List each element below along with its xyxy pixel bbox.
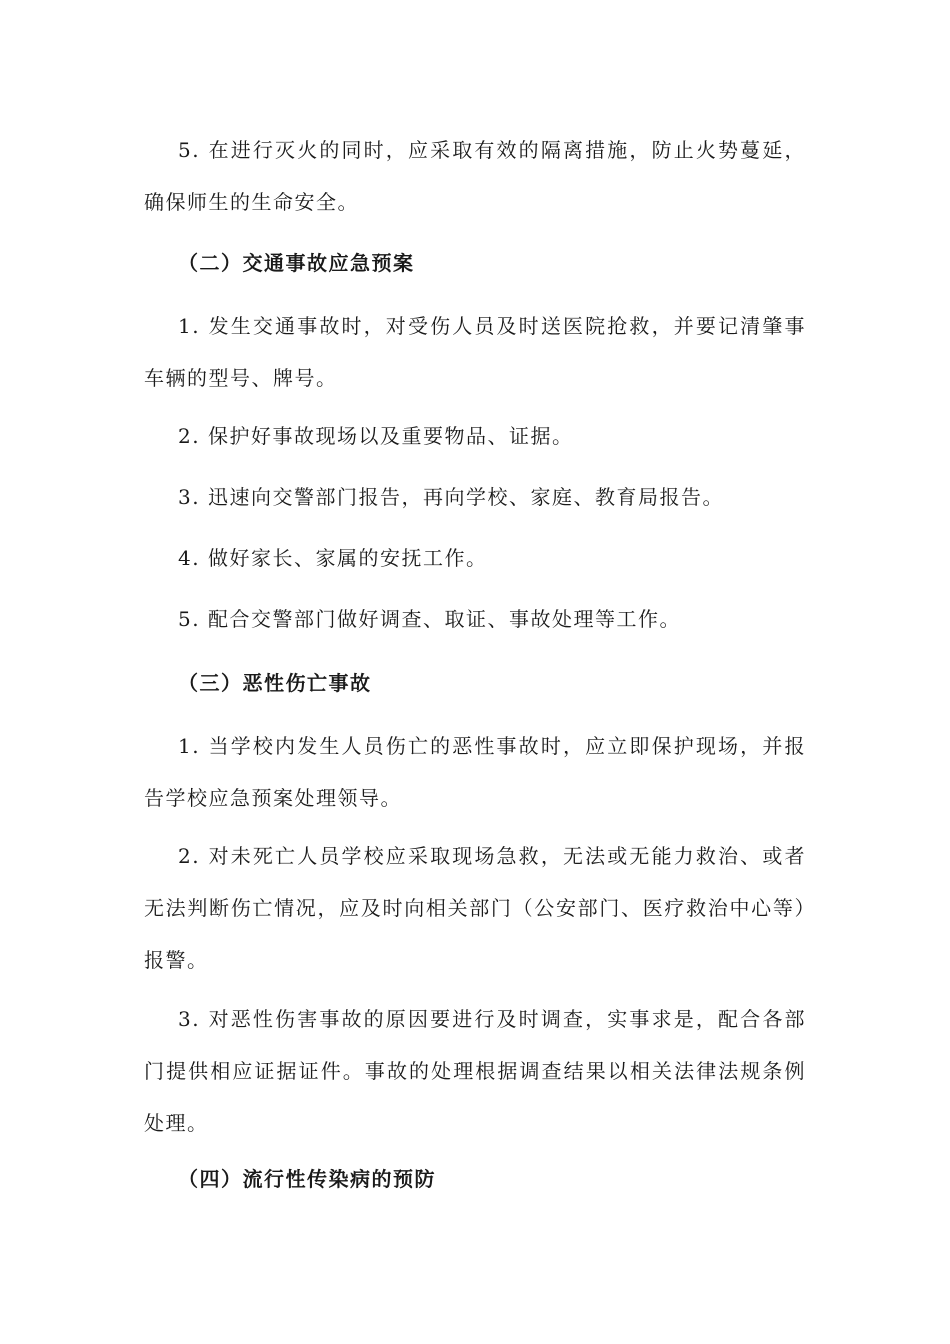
section-heading-epidemic-prevention: （四）流行性传染病的预防 [178,1167,436,1191]
section-heading-casualty-accident: （三）恶性伤亡事故 [178,671,372,695]
paragraph-comfort-family: 4. 做好家长、家属的安抚工作。 [178,546,488,570]
paragraph-cooperate-investigation: 5. 配合交警部门做好调查、取证、事故处理等工作。 [178,607,681,631]
paragraph-protect-scene: 2. 保护好事故现场以及重要物品、证据。 [178,424,574,448]
paragraph-first-aid: 2. 对未死亡人员学校应采取现场急救，无法或无能力救治、或者无法判断伤亡情况，应及时向相关部门（公安部门、医疗救治中心等）报警。 [144,844,806,972]
paragraph-fire-isolation: 5. 在进行灭火的同时，应采取有效的隔离措施，防止火势蔓延，确保师生的生命安全。 [144,138,806,214]
paragraph-investigate-cause: 3. 对恶性伤害事故的原因要进行及时调查，实事求是，配合各部门提供相应证据证件。事故的处理根据调查结果以相关法律法规条例处理。 [144,1007,806,1135]
paragraph-report-police: 3. 迅速向交警部门报告，再向学校、家庭、教育局报告。 [178,485,724,509]
section-heading-traffic-accident: （二）交通事故应急预案 [178,251,415,275]
paragraph-casualty-report: 1. 当学校内发生人员伤亡的恶性事故时，应立即保护现场，并报告学校应急预案处理领导。 [144,734,806,810]
paragraph-traffic-rescue: 1. 发生交通事故时，对受伤人员及时送医院抢救，并要记清肇事车辆的型号、牌号。 [144,314,806,390]
